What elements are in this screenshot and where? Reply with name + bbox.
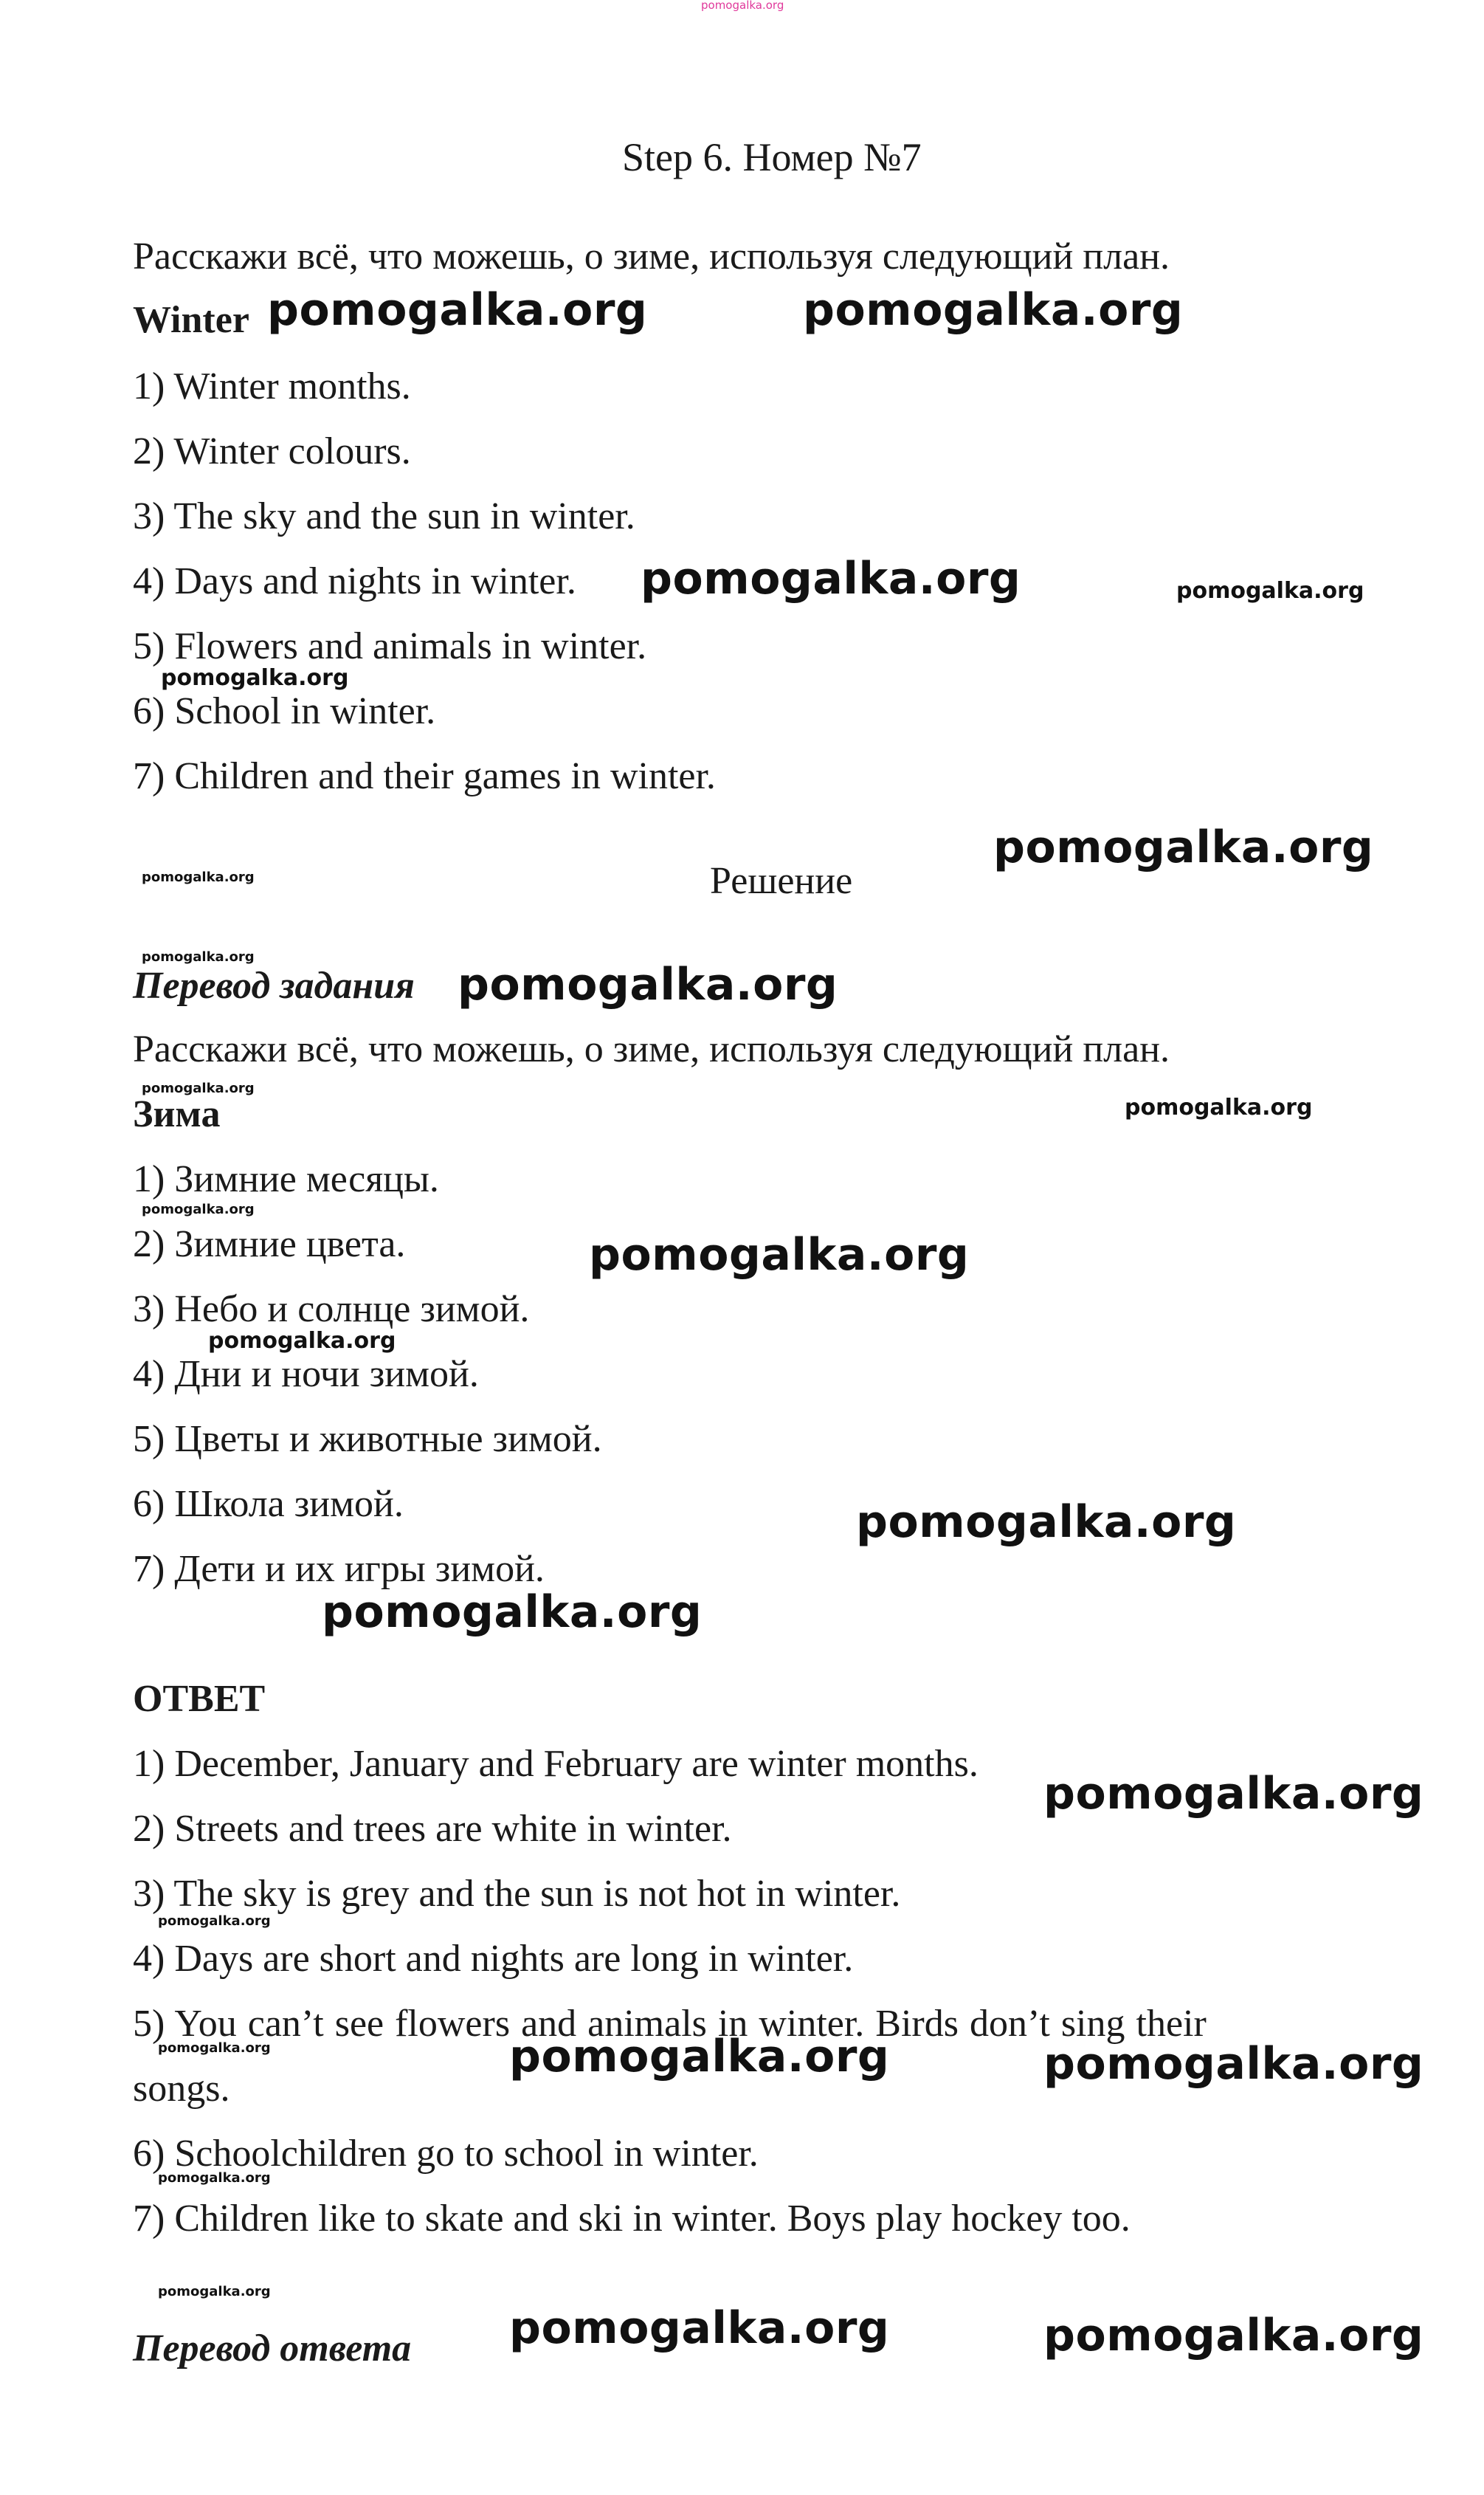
watermark: pomogalka.org — [158, 2170, 271, 2186]
watermark: pomogalka.org — [1043, 1768, 1424, 1820]
task-instruction: Расскажи всё, что можешь, о зиме, используя следующий план. — [133, 235, 1170, 278]
translation-item: 5) Цветы и животные зимой. — [133, 1418, 602, 1460]
task-item: 7) Children and their games in winter. — [133, 755, 716, 797]
watermark: pomogalka.org — [1176, 578, 1364, 604]
translation-item: 4) Дни и ночи зимой. — [133, 1353, 479, 1395]
watermark: pomogalka.org — [142, 949, 255, 965]
watermark: pomogalka.org — [267, 284, 648, 336]
page-title: Step 6. Номер №7 — [622, 135, 922, 179]
watermark: pomogalka.org — [142, 1081, 255, 1096]
task-item: 4) Days and nights in winter. — [133, 560, 576, 602]
watermark: pomogalka.org — [208, 1328, 396, 1354]
answer-item: 3) The sky is grey and the sun is not hot in winter. — [133, 1873, 901, 1915]
answer-item: 1) December, January and February are winter months. — [133, 1743, 979, 1785]
watermark: pomogalka.org — [1043, 2310, 1424, 2361]
watermark: pomogalka.org — [158, 1913, 271, 1929]
watermark: pomogalka.org — [322, 1586, 703, 1638]
translation-instruction: Расскажи всё, что можешь, о зиме, используя следующий план. — [133, 1028, 1170, 1070]
task-item: 3) The sky and the sun in winter. — [133, 495, 635, 537]
translation-item: 1) Зимние месяцы. — [133, 1158, 439, 1200]
translation-item: 2) Зимние цвета. — [133, 1223, 406, 1265]
watermark: pomogalka.org — [993, 822, 1374, 873]
translation-item: 6) Школа зимой. — [133, 1483, 404, 1525]
task-item: 6) School in winter. — [133, 690, 436, 732]
answer-translation-heading: Перевод ответа — [133, 2327, 412, 2370]
answer-item-continuation: songs. — [133, 2068, 230, 2110]
answer-item: 4) Days are short and nights are long in winter. — [133, 1938, 854, 1980]
task-item: 1) Winter months. — [133, 365, 411, 407]
watermark: pomogalka.org — [142, 1202, 255, 1217]
watermark: pomogalka.org — [158, 2284, 271, 2299]
watermark: pomogalka.org — [458, 959, 838, 1011]
translation-item: 3) Небо и солнце зимой. — [133, 1288, 530, 1330]
translation-heading: Перевод задания — [133, 965, 415, 1007]
task-heading: Winter — [133, 299, 249, 341]
watermark: pomogalka.org — [1125, 1095, 1313, 1121]
watermark: pomogalka.org — [856, 1496, 1237, 1548]
answer-heading: ОТВЕТ — [133, 1678, 266, 1720]
solution-label: Решение — [710, 860, 853, 902]
watermark: pomogalka.org — [509, 2302, 890, 2354]
watermark: pomogalka.org — [142, 870, 255, 885]
watermark: pomogalka.org — [1043, 2038, 1424, 2090]
watermark: pomogalka.org — [158, 2040, 271, 2056]
watermark: pomogalka.org — [161, 665, 349, 691]
watermark: pomogalka.org — [803, 284, 1184, 336]
task-item: 5) Flowers and animals in winter. — [133, 625, 647, 667]
answer-item: 5) You can’t see flowers and animals in winter. Birds don’t sing their — [133, 2003, 1207, 2045]
answer-item: 6) Schoolchildren go to school in winter. — [133, 2133, 759, 2175]
watermark: pomogalka.org — [589, 1229, 970, 1281]
task-item: 2) Winter colours. — [133, 430, 411, 472]
watermark: pomogalka.org — [509, 2031, 890, 2082]
watermark: pomogalka.org — [641, 553, 1021, 605]
answer-item: 2) Streets and trees are white in winter. — [133, 1808, 732, 1850]
source-watermark: pomogalka.org — [701, 0, 784, 12]
translation-item: 7) Дети и их игры зимой. — [133, 1548, 545, 1590]
translation-subheading: Зима — [133, 1093, 221, 1135]
answer-item: 7) Children like to skate and ski in winter. Boys play hockey too. — [133, 2198, 1131, 2240]
